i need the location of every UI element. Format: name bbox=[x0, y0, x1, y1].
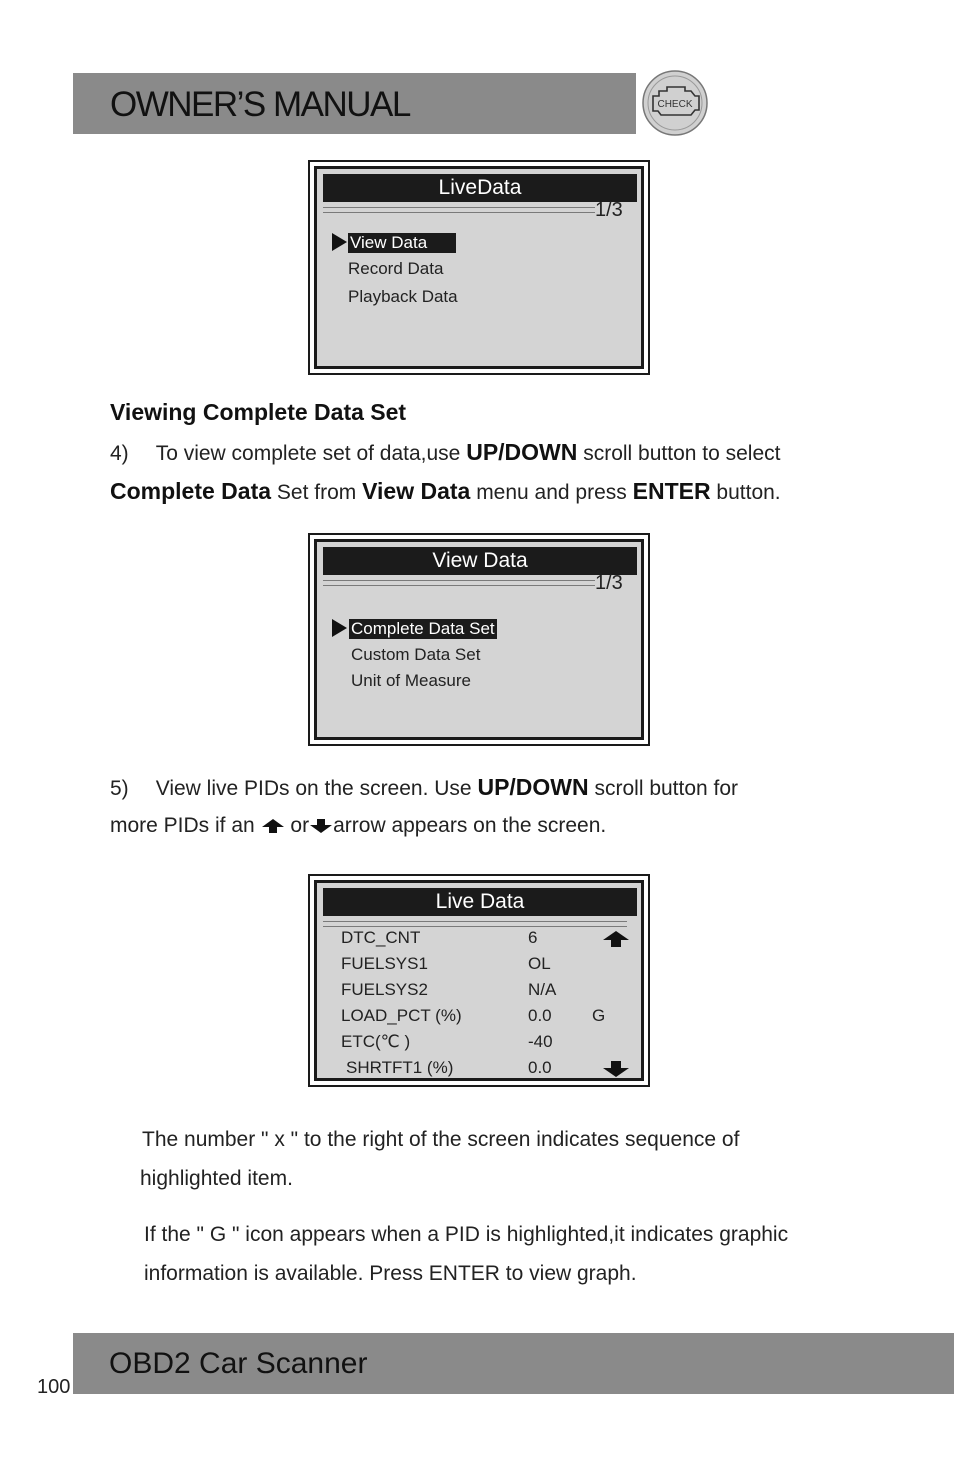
screen-view-data-menu bbox=[308, 533, 650, 746]
step5-text: or bbox=[290, 814, 310, 837]
note-sequence-line2: highlighted item. bbox=[140, 1167, 293, 1190]
pid-name: FUELSYS2 bbox=[341, 980, 428, 999]
step5-text: View live PIDs on the screen. Use bbox=[155, 777, 472, 800]
step5-text: arrow appears on the screen. bbox=[333, 814, 607, 837]
section-heading: Viewing Complete Data Set bbox=[110, 399, 407, 425]
svg-text:CHECK: CHECK bbox=[657, 99, 693, 110]
updown-button-ref: UP/DOWN bbox=[477, 774, 589, 800]
separator-line bbox=[323, 207, 595, 213]
note-graph-line1: If the " G " icon appears when a PID is highlighted,it indicates graphic bbox=[144, 1223, 789, 1246]
updown-button-ref: UP/DOWN bbox=[466, 439, 578, 465]
step5-line2 bbox=[110, 813, 606, 839]
pid-name: FUELSYS1 bbox=[341, 954, 428, 973]
up-arrow-icon bbox=[261, 818, 285, 834]
step5-text: scroll button for bbox=[594, 777, 739, 800]
header-bar bbox=[73, 73, 636, 134]
menu-item-view-data[interactable]: View Data bbox=[348, 233, 456, 253]
pid-value: 0.0 bbox=[528, 1006, 552, 1025]
scroll-up-arrow-icon bbox=[602, 930, 630, 948]
pid-name: DTC_CNT bbox=[341, 928, 421, 947]
separator-line bbox=[323, 580, 595, 586]
step4-line2 bbox=[110, 478, 781, 506]
pid-value: 6 bbox=[528, 928, 538, 947]
screen-title: LiveData bbox=[323, 174, 637, 202]
pid-value: OL bbox=[528, 954, 551, 973]
selection-arrow-icon bbox=[332, 619, 347, 637]
screen-live-data-menu bbox=[308, 160, 650, 375]
screen-display bbox=[314, 166, 644, 369]
footer-bar bbox=[73, 1333, 954, 1394]
pid-name: SHRTFT1 (%) bbox=[346, 1058, 454, 1077]
step-number: 4) bbox=[110, 442, 129, 465]
manual-title: OWNER’S MANUAL bbox=[110, 85, 410, 124]
pid-value: 0.0 bbox=[528, 1058, 552, 1077]
step4-text: scroll button to select bbox=[583, 442, 781, 465]
step-number: 5) bbox=[110, 777, 129, 800]
step5-text: more PIDs if an bbox=[110, 814, 255, 837]
step4-text: menu and press bbox=[476, 481, 627, 504]
screen-display bbox=[314, 539, 644, 740]
page-indicator: 1/3 bbox=[595, 572, 623, 594]
pid-name: ETC(℃ ) bbox=[341, 1032, 411, 1051]
enter-button-ref: ENTER bbox=[632, 478, 711, 504]
step4-line1 bbox=[110, 439, 880, 467]
menu-item-record-data[interactable]: Record Data bbox=[348, 259, 444, 278]
step4-text: Set from bbox=[276, 481, 357, 504]
menu-item-unit-of-measure[interactable]: Unit of Measure bbox=[351, 671, 471, 690]
view-data-ref: View Data bbox=[362, 478, 471, 504]
note-graph-line2: information is available. Press ENTER to view graph. bbox=[144, 1262, 637, 1285]
screen-title: View Data bbox=[323, 547, 637, 575]
pid-name: LOAD_PCT (%) bbox=[341, 1006, 462, 1025]
note-sequence-line1: The number " x " to the right of the screen indicates sequence of bbox=[142, 1128, 740, 1151]
pid-value: -40 bbox=[528, 1032, 553, 1051]
pid-value: N/A bbox=[528, 980, 557, 999]
step5-line1 bbox=[110, 774, 738, 802]
separator-line bbox=[323, 921, 627, 927]
screen-title: Live Data bbox=[323, 888, 637, 916]
selection-arrow-icon bbox=[332, 233, 347, 251]
down-arrow-icon bbox=[309, 818, 333, 834]
menu-item-complete-data-set[interactable]: Complete Data Set bbox=[351, 619, 495, 638]
graph-indicator: G bbox=[592, 1006, 606, 1025]
step4-text: button. bbox=[716, 481, 781, 504]
page-indicator: 1/3 bbox=[595, 199, 623, 221]
menu-item-custom-data-set[interactable]: Custom Data Set bbox=[351, 645, 481, 664]
footer-title: OBD2 Car Scanner bbox=[109, 1347, 368, 1380]
menu-item-playback-data[interactable]: Playback Data bbox=[348, 287, 458, 306]
complete-data-ref: Complete Data bbox=[110, 478, 272, 504]
step4-text: To view complete set of data,use bbox=[155, 442, 461, 465]
page-number: 100 bbox=[37, 1376, 71, 1398]
screen-live-data-pids bbox=[308, 874, 650, 1087]
scroll-down-arrow-icon bbox=[602, 1060, 630, 1078]
check-engine-icon bbox=[641, 70, 709, 136]
screen-display bbox=[314, 880, 644, 1081]
